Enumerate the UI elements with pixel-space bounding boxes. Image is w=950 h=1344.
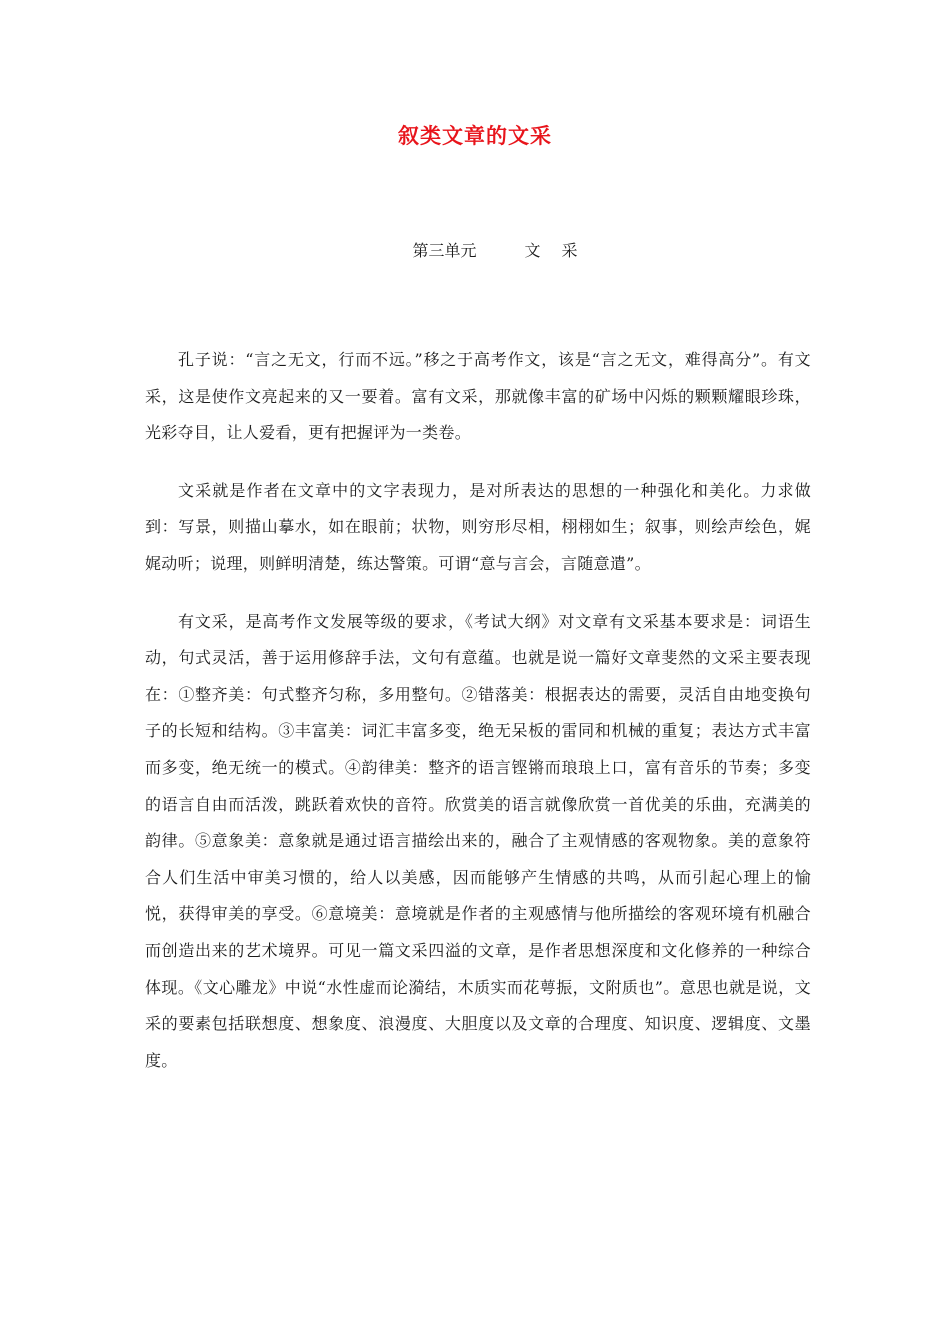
paragraph-1: 孔子说：“言之无文，行而不远。”移之于高考作文，该是“言之无文，难得高分”。有文采，这是使作文亮起来的又一要着。富有文采，那就像丰富的矿场中闪烁的颗颗耀眼珍珠，光彩夺目，让人爱看，更有把握评为一类卷。	[145, 350, 811, 443]
paragraph-2: 文采就是作者在文章中的文字表现力，是对所表达的思想的一种强化和美化。力求做到：写景，则描山摹水，如在眼前；状物，则穷形尽相，栩栩如生；叙事，则绘声绘色，娓娓动听；说理，则鲜明清楚，练达警策。可谓“意与言会，言随意遣”。	[145, 480, 811, 573]
document-title: 叙类文章的文采	[398, 123, 552, 148]
document-body	[145, 342, 811, 1100]
paragraph-3: 有文采，是高考作文发展等级的要求，《考试大纲》对文章有文采基本要求是：词语生动，句式灵活，善于运用修辞手法，文句有意蕴。也就是说一篇好文章斐然的文采主要表现在：①整齐美：句式整齐匀称，多用整句。②错落美：根据表达的需要，灵活自由地变换句子的长短和结构。③丰富美：词汇丰富多变，绝无呆板的雷同和机械的重复；表达方式丰富而多变，绝无统一的模式。④韵律美：整齐的语言铿锵而琅琅上口，富有音乐的节奏；多变的语言自由而活泼，跳跃着欢快的音符。欣赏美的语言就像欣赏一首优美的乐曲，充满美的韵律。⑤意象美：意象就是通过语言描绘出来的，融合了主观情感的客观物象。美的意象符合人们生活中审美习惯的，给人以美感，因而能够产生情感的共鸣，从而引起心理上的愉悦，获得审美的享受。⑥意境美：意境就是作者的主观感情与他所描绘的客观环境有机融合而创造出来的艺术境界。可见一篇文采四溢的文章，是作者思想深度和文化修养的一种综合体现。《文心雕龙》中说“水性虚而论漪结，木质实而花萼振，文附质也”。意思也就是说，文采的要素包括联想度、想象度、浪漫度、大胆度以及文章的合理度、知识度、逻辑度、文墨度。	[145, 611, 811, 1070]
unit-subtitle: 第三单元 文 采	[412, 241, 578, 260]
